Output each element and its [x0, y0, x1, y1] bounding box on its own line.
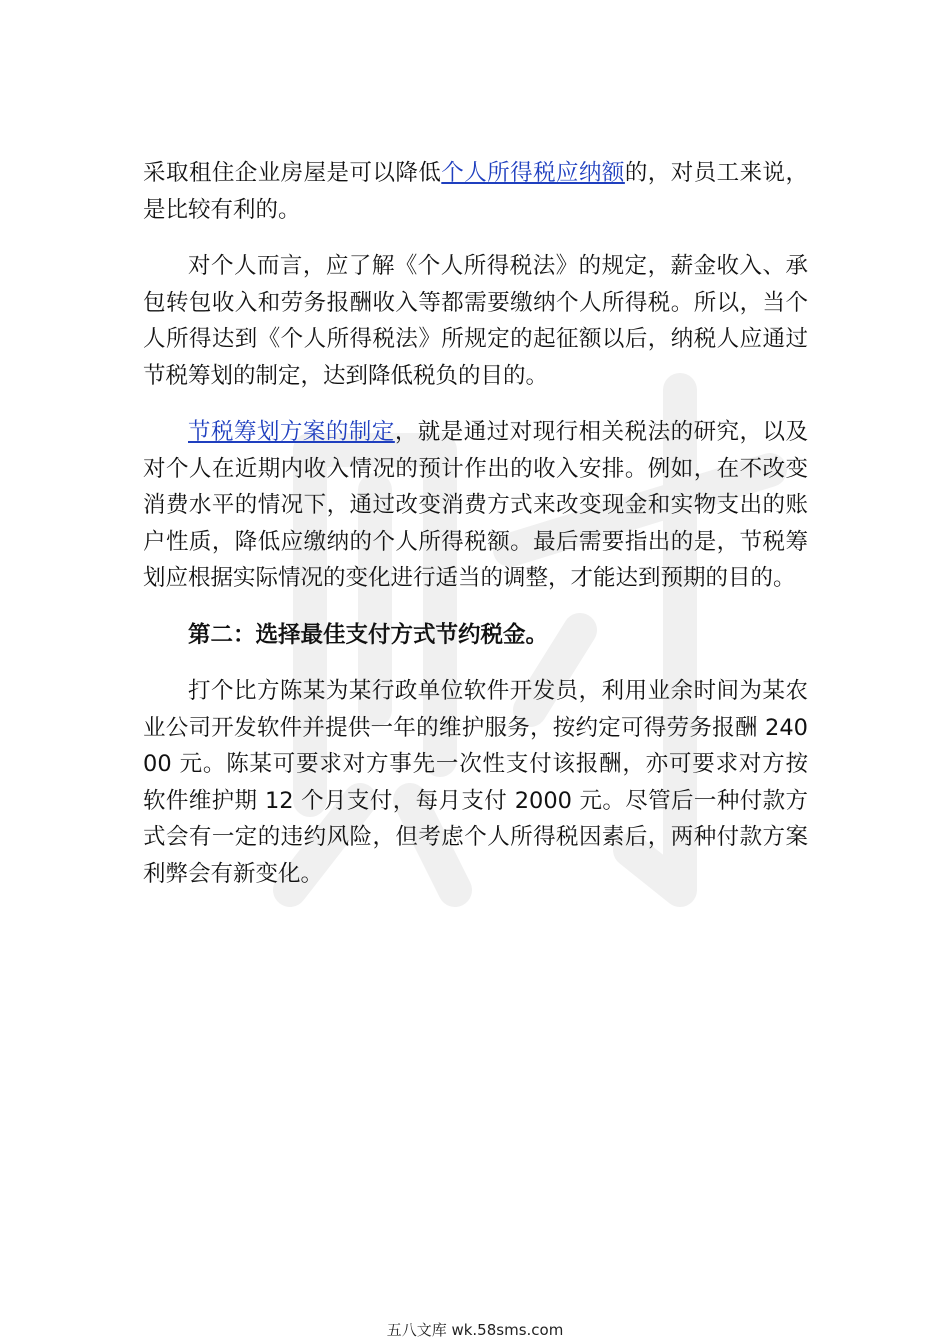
section-heading: 第二：选择最佳支付方式节约税金。 [188, 621, 549, 648]
document-body [143, 155, 808, 912]
paragraph-1-text-after: 的，对员工来说，是比较有利的。 [143, 160, 808, 223]
link-tax-payable[interactable]: 个人所得税应纳额 [441, 160, 625, 186]
paragraph-3-text: ，就是通过对现行相关税法的研究，以及对个人在近期内收入情况的预计作出的收入安排。例如，在不改变消费水平的情况下，通过改变消费方式来改变现金和实物支出的账户性质，降低应缴纳的个人所得税额。最后需要指出的是，节税筹划应根据实际情况的变化进行适当的调整，才能达到预期的目的。 [143, 419, 808, 591]
paragraph-1-text-before: 采取租住企业房屋是可以降低 [143, 160, 442, 186]
link-tax-planning[interactable]: 节税筹划方案的制定 [188, 419, 395, 445]
paragraph-3 [143, 414, 808, 597]
paragraph-1 [143, 155, 808, 228]
paragraph-4: 打个比方陈某为某行政单位软件开发员，利用业余时间为某农业公司开发软件并提供一年的维护服务，按约定可得劳务报酬 24000 元。陈某可要求对方事先一次性支付该报酬，亦可要求对方按软件维护期 12 个月支付，每月支付 2000 元。尽管后一种付款方式会有一定的违约风险，但考虑个人所得税因素后，两种付款方案利弊会有新变化。 [143, 678, 808, 887]
footer-site-text: 五八文库 wk.58sms.com [386, 1321, 564, 1339]
paragraph-2: 对个人而言，应了解《个人所得税法》的规定，薪金收入、承包转包收入和劳务报酬收入等都需要缴纳个人所得税。所以，当个人所得达到《个人所得税法》所规定的起征额以后，纳税人应通过节税筹划的制定，达到降低税负的目的。 [143, 253, 808, 389]
